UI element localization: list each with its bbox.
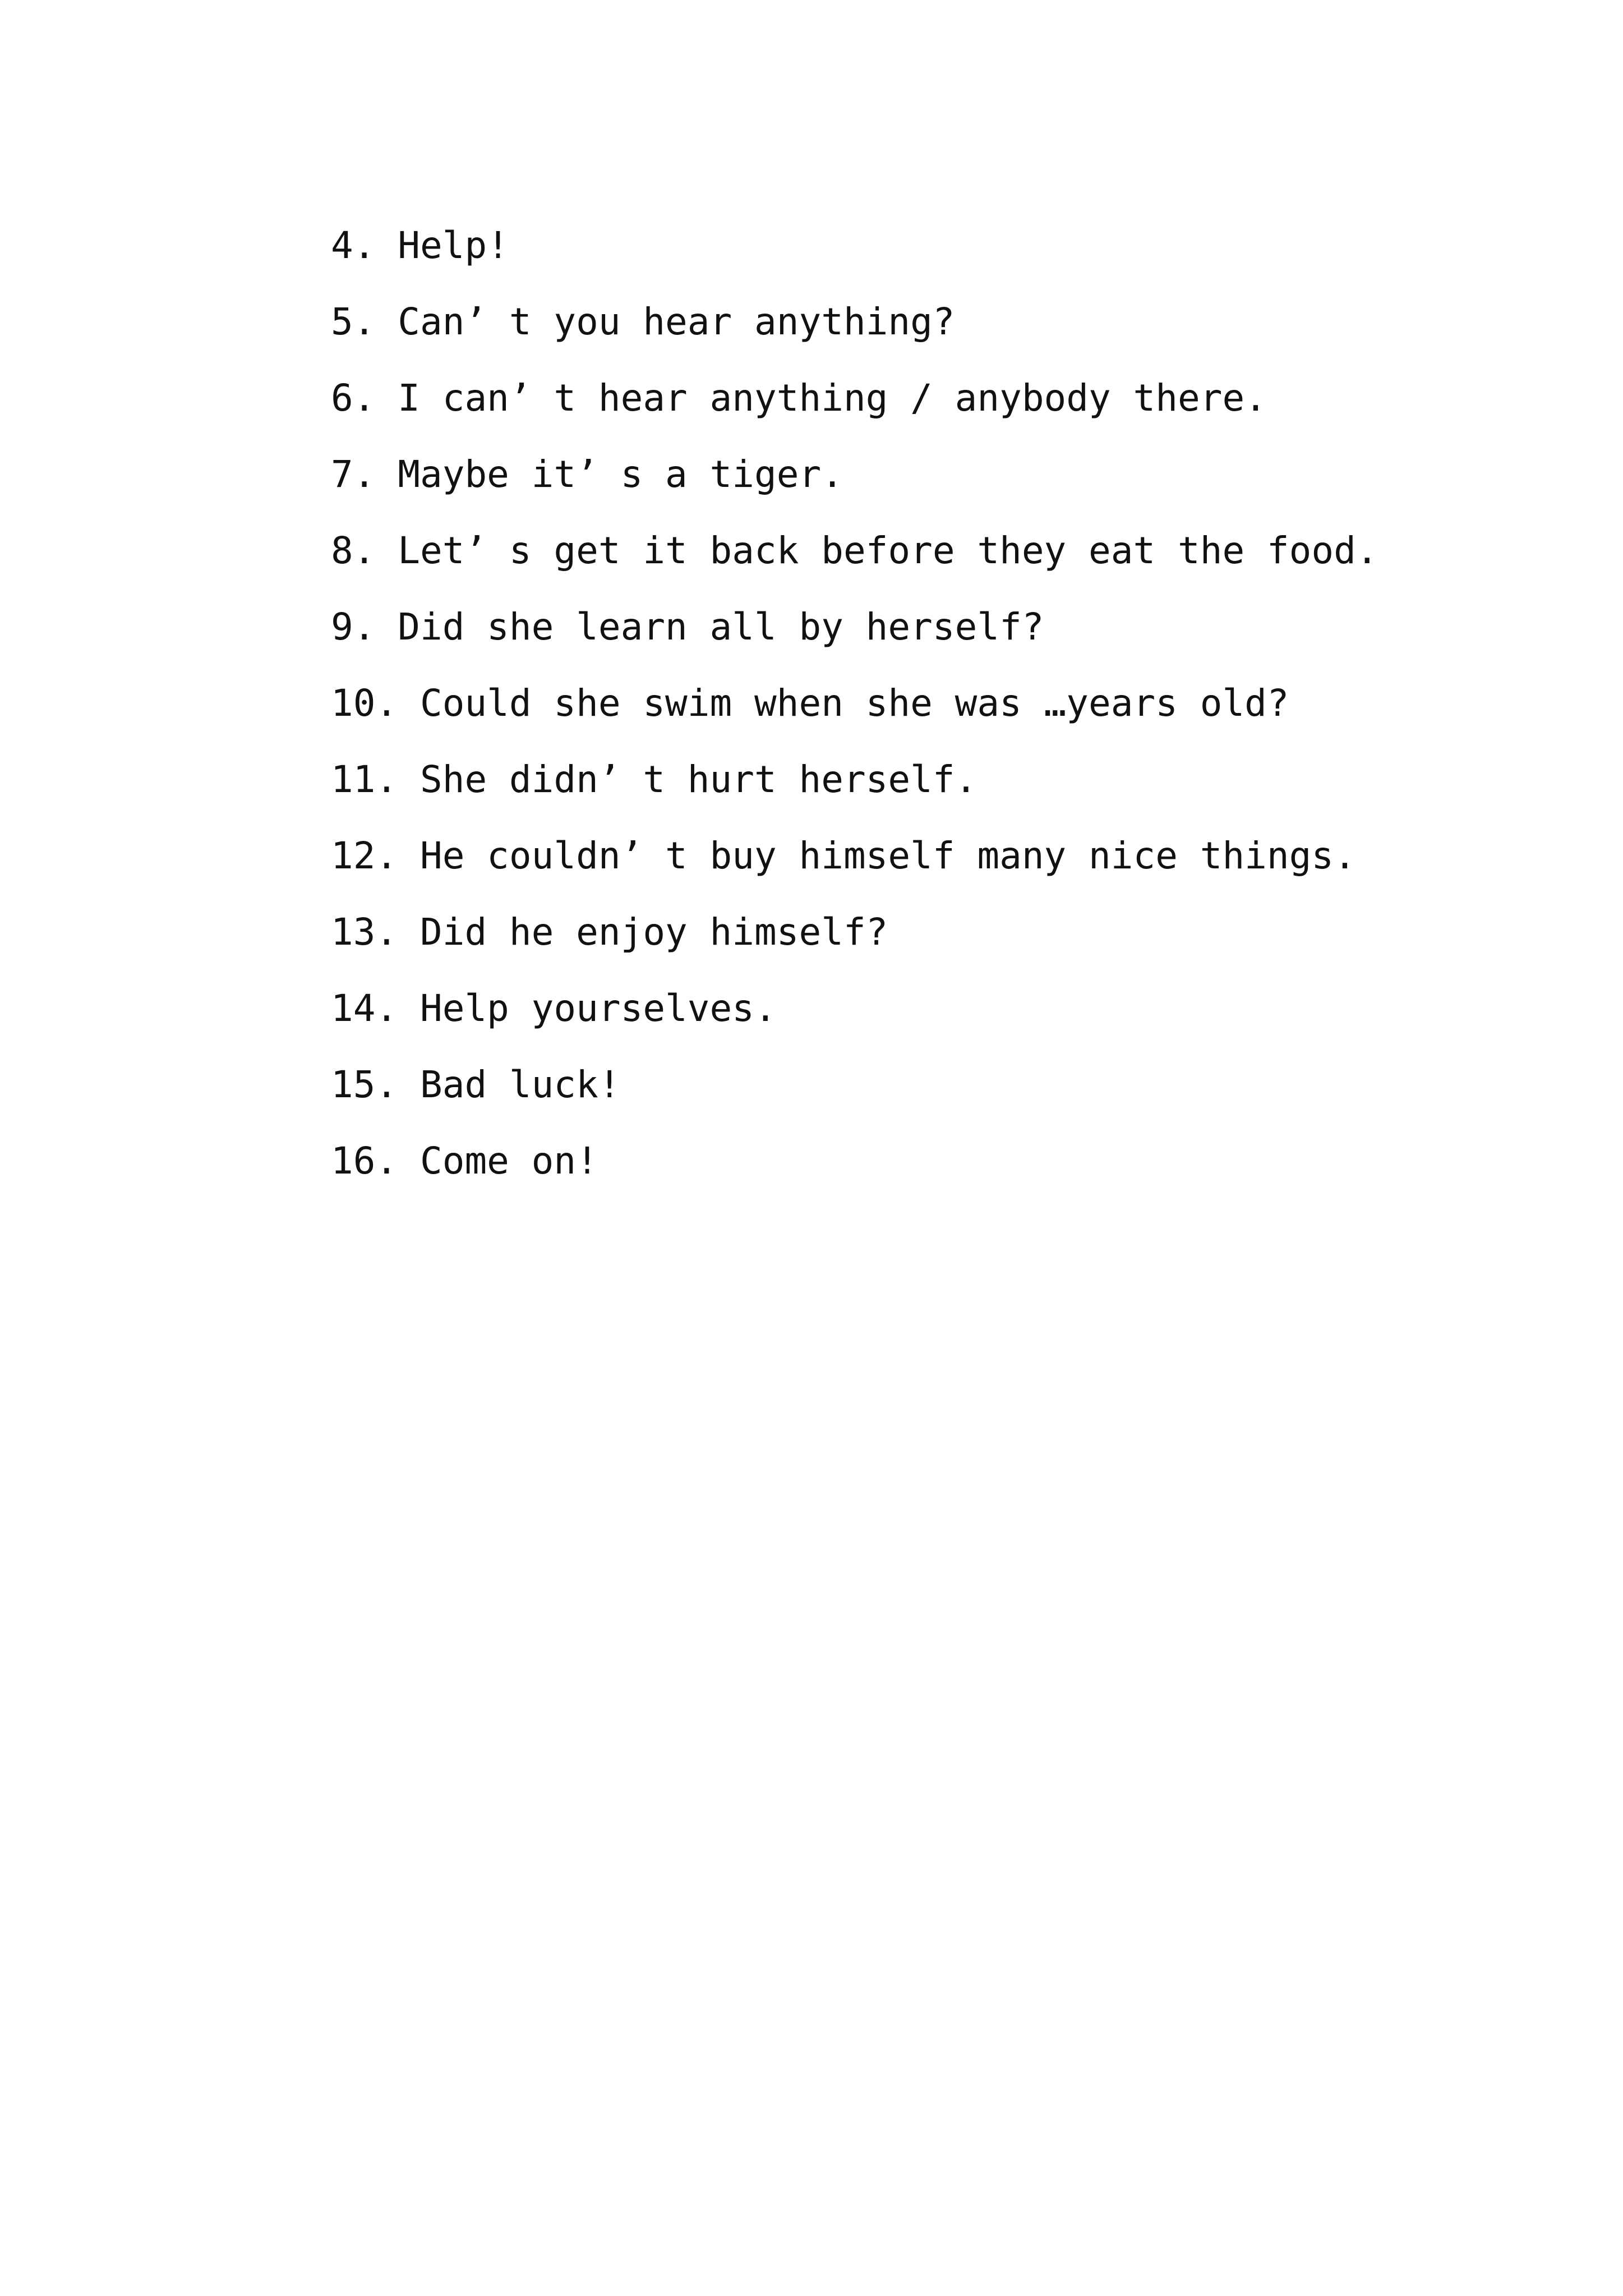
item-number: 5.	[331, 300, 376, 343]
list-item	[331, 970, 1565, 1047]
item-text: She didn’ t hurt herself.	[419, 758, 978, 801]
item-text: Bad luck!	[419, 1063, 621, 1106]
item-text: Help!	[398, 224, 509, 267]
item-text: Help yourselves.	[419, 987, 777, 1030]
item-text: I can’ t hear anything / anybody there.	[398, 376, 1267, 420]
item-text: Come on!	[419, 1139, 598, 1182]
item-text: He couldn’ t buy himself many nice things.	[419, 834, 1356, 877]
item-number: 10.	[331, 682, 398, 725]
item-number: 14.	[331, 987, 398, 1030]
list-item	[331, 589, 1565, 665]
item-text: Can’ t you hear anything?	[398, 300, 955, 343]
list-item	[331, 894, 1565, 970]
item-text: Maybe it’ s a tiger.	[398, 453, 843, 496]
item-text: Did he enjoy himself?	[419, 910, 888, 954]
list-item	[331, 1047, 1565, 1123]
item-number: 13.	[331, 910, 398, 954]
item-number: 16.	[331, 1139, 398, 1182]
item-number: 8.	[331, 529, 376, 572]
item-number: 11.	[331, 758, 398, 801]
item-number: 7.	[331, 453, 376, 496]
list-item	[331, 208, 1565, 284]
list-item	[331, 1123, 1565, 1199]
item-text: Did she learn all by herself?	[398, 605, 1044, 648]
item-number: 12.	[331, 834, 398, 877]
item-text: Let’ s get it back before they eat the food.	[398, 529, 1378, 572]
list-item	[331, 513, 1565, 589]
list-item	[331, 360, 1565, 436]
item-number: 4.	[331, 224, 376, 267]
item-number: 15.	[331, 1063, 398, 1106]
list-item	[331, 436, 1565, 513]
list-item	[331, 742, 1565, 818]
item-number: 6.	[331, 376, 376, 420]
item-number: 9.	[331, 605, 376, 648]
list-item	[331, 284, 1565, 360]
list-item	[331, 665, 1565, 742]
list-item	[331, 818, 1565, 894]
sentence-list	[331, 208, 1565, 1199]
item-text: Could she swim when she was …years old?	[419, 682, 1289, 725]
